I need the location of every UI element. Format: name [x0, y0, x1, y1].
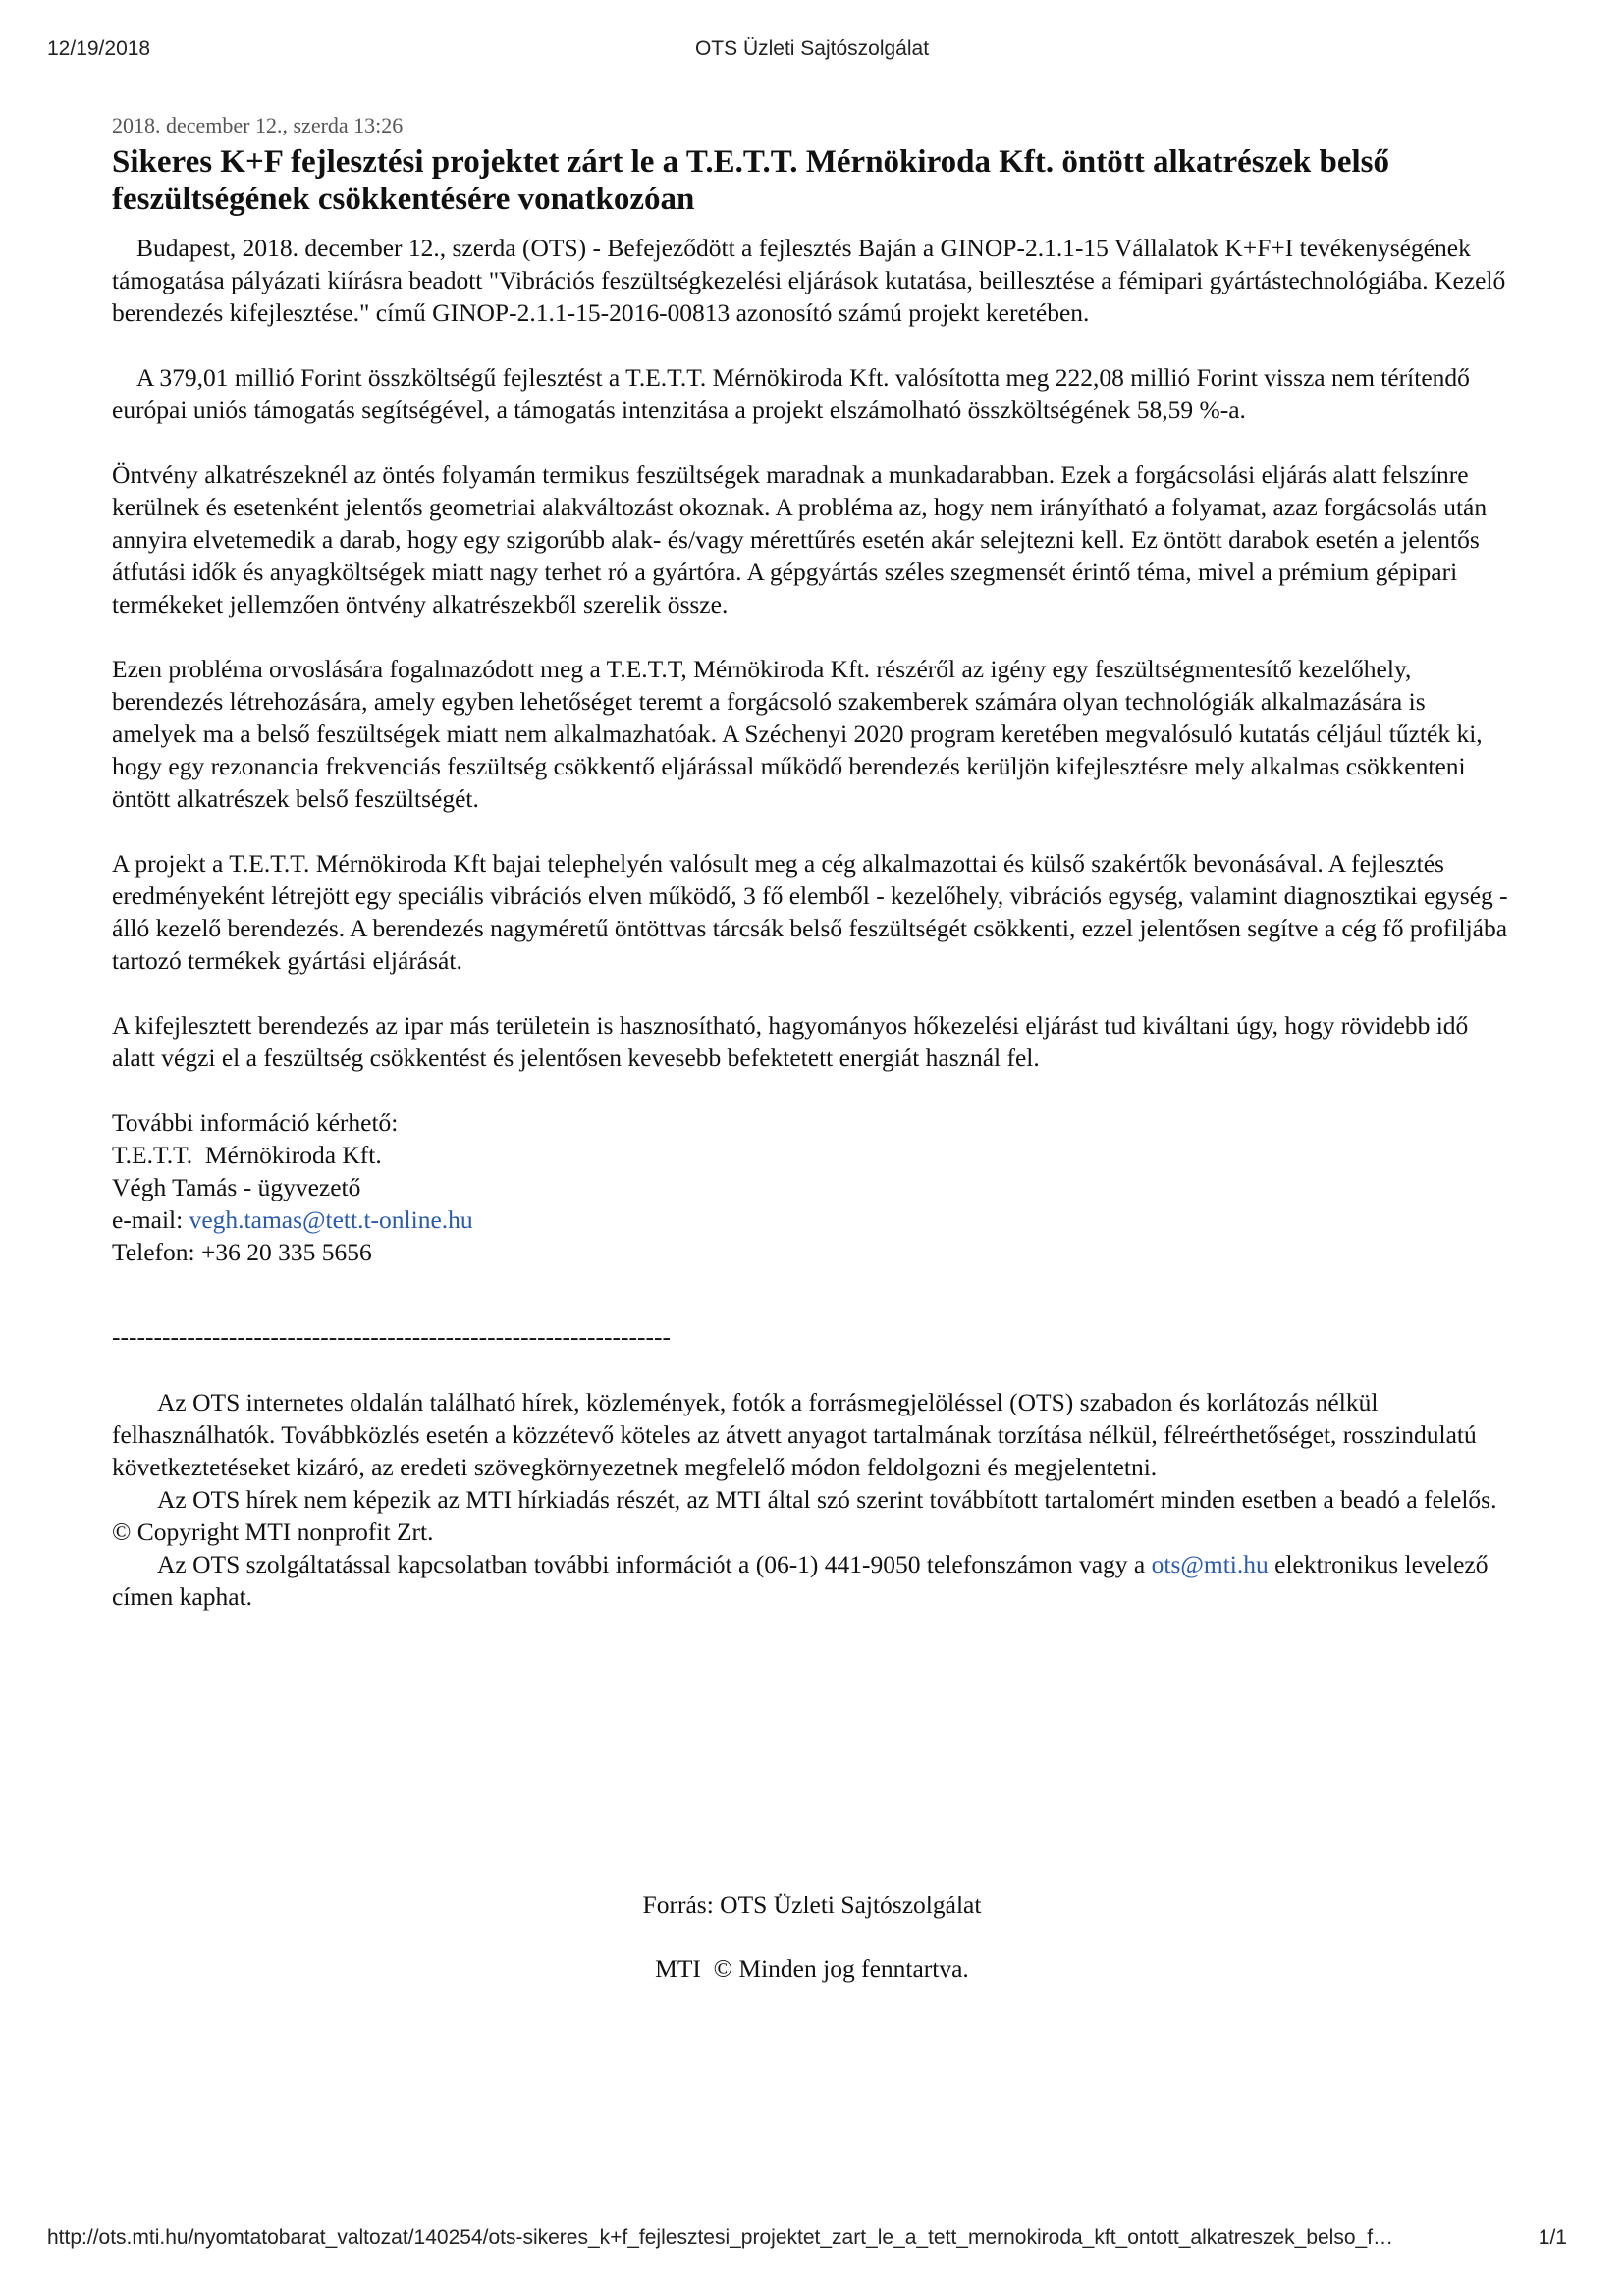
contact-phone: Telefon: +36 20 335 5656: [112, 1238, 372, 1266]
article-paragraph-1: Budapest, 2018. december 12., szerda (OTS) - Befejeződött a fejlesztés Baján a GINOP-2.1.1-15 Vállalatok K+F+I tevékenységének támogatása pályázati kiírásra beadott "Vibrációs feszültségkezelési eljárások kutatása, beillesztése a fémipari gyártástechnológiába. Kezelő berendezés kifejlesztése." című GINOP-2.1.1-15-2016-00813 azonosító számú projekt keretében.: [112, 234, 1506, 327]
article-title: Sikeres K+F fejlesztési projektet zárt le a T.E.T.T. Mérnökiroda Kft. öntött alkatrészek belső feszültségének csökkentésére vonatkozóan: [112, 144, 1390, 217]
separator-line: -------------------------------------------------------------------: [112, 1322, 671, 1351]
copyright-notice: © Copyright MTI nonprofit Zrt.: [112, 1518, 434, 1546]
source-line: Forrás: OTS Üzleti Sajtószolgálat: [642, 1891, 982, 1919]
article: [112, 112, 1516, 1613]
contact-block: [112, 1106, 1516, 1268]
contact-company: T.E.T.T. Mérnökiroda Kft.: [112, 1141, 382, 1169]
disclaimer-block: [112, 1386, 1516, 1613]
ots-email-link[interactable]: ots@mti.hu: [1151, 1550, 1269, 1578]
disclaimer-p3-before: Az OTS szolgáltatással kapcsolatban további információt a (06-1) 441-9050 telefonszámon vagy a: [157, 1550, 1152, 1578]
article-paragraph-2: A 379,01 millió Forint összköltségű fejlesztést a T.E.T.T. Mérnökiroda Kft. valósította meg 222,08 millió Forint vissza nem térítendő európai uniós támogatás segítségével, a támogatás intenzitása a projekt elszámolható összköltségének 58,59 %-a.: [112, 363, 1470, 424]
disclaimer-p3-after: elektronikus levelező címen kaphat.: [112, 1550, 1489, 1611]
article-paragraph-3: Öntvény alkatrészeknél az öntés folyamán termikus feszültségek maradnak a munkadarabban. Ezek a forgácsolási eljárás alatt felszínre kerülnek és esetenként jelentős geometriai alakváltozást okoznak. A probléma az, hogy nem irányítható a folyamat, azaz forgácsolás után annyira elvetemedik a darab, hogy egy szigorúbb alak- és/vagy mérettűrés esetén akár selejtezni kell. Ez öntött darabok esetén a jelentős átfutási idők és anyagköltségek miatt nagy terhet ró a gyártóra. A gépgyártás széles szegmensét érintő téma, mivel a prémium gépipari termékeket jellemzően öntvény alkatrészekből szerelik össze.: [112, 460, 1488, 618]
rights-line: MTI © Minden jog fenntartva.: [655, 1954, 969, 1983]
print-footer: [0, 2226, 1624, 2256]
print-site-title: OTS Üzleti Sajtószolgálat: [694, 37, 930, 60]
article-dateline: 2018. december 12., szerda 13:26: [112, 113, 404, 137]
article-paragraph-5: A projekt a T.E.T.T. Mérnökiroda Kft bajai telephelyén valósult meg a cég alkalmazottai és külső szakértők bevonásával. A fejlesztés eredményeként létrejött egy speciális vibrációs elven működő, 3 fő elemből - kezelőhely, vibrációs egység, valamint diagnosztikai egység - álló kezelő berendezés. A berendezés nagyméretű öntöttvas tárcsák belső feszültségét csökkenti, ezzel jelentősen segítve a cég fő profiljába tartozó termékek gyártási eljárását.: [112, 849, 1508, 975]
disclaimer-paragraph-2: Az OTS hírek nem képezik az MTI hírkiadás részét, az MTI által szó szerint továbbított tartalomért minden esetben a beadó a felelős.: [157, 1485, 1497, 1514]
page-number: 1/1: [1538, 2226, 1567, 2249]
contact-email-link[interactable]: vegh.tamas@tett.t-online.hu: [189, 1205, 473, 1234]
contact-email-label: e-mail:: [112, 1205, 189, 1234]
disclaimer-paragraph-3: [112, 1548, 1516, 1613]
contact-person: Végh Tamás - ügyvezető: [112, 1173, 361, 1201]
print-date: 12/19/2018: [47, 37, 151, 60]
article-paragraph-4: Ezen probléma orvoslására fogalmazódott meg a T.E.T.T, Mérnökiroda Kft. részéről az igény egy feszültségmentesítő kezelőhely, berendezés létrehozására, amely egyben lehetőséget teremt a forgácsoló szakemberek számára olyan technológiák alkalmazására is amelyek ma a belső feszültségek miatt nem alkalmazhatóak. A Széchenyi 2020 program keretében megvalósuló kutatás céljául tűzték ki, hogy egy rezonancia frekvenciás feszültség csökkentő eljárással működő berendezés kerüljön kifejlesztésre mely alkalmas csökkenteni öntött alkatrészek belső feszültségét.: [112, 655, 1483, 813]
print-url: http://ots.mti.hu/nyomtatobarat_valtozat/140254/ots-sikeres_k+f_fejlesztesi_projektet_zart_le_a_tett_mernokiroda_kft_ontott_alkatreszek_belso_f…: [47, 2226, 1394, 2249]
contact-email-line: [112, 1203, 1516, 1236]
article-paragraph-6: A kifejlesztett berendezés az ipar más területein is hasznosítható, hagyományos hőkezelési eljárást tud kiváltani úgy, hogy rövidebb idő alatt végzi el a feszültség csökkentést és jelentősen kevesebb befektetett energiát használ fel.: [112, 1011, 1469, 1072]
disclaimer-paragraph-1: Az OTS internetes oldalán található hírek, közlemények, fotók a forrásmegjelöléssel (OTS) szabadon és korlátozás nélkül felhasználhatók. Továbbközlés esetén a közzétevő köteles az átvett anyagot tartalmának torzítása nélkül, félreérthetőséget, rosszindulatú következtetéseket kizáró, az eredeti szövegkörnyezetnek megfelelő módon feldolgozni és megjelentetni.: [112, 1388, 1477, 1481]
print-header: [0, 37, 1624, 67]
contact-heading: További információ kérhető:: [112, 1108, 399, 1137]
